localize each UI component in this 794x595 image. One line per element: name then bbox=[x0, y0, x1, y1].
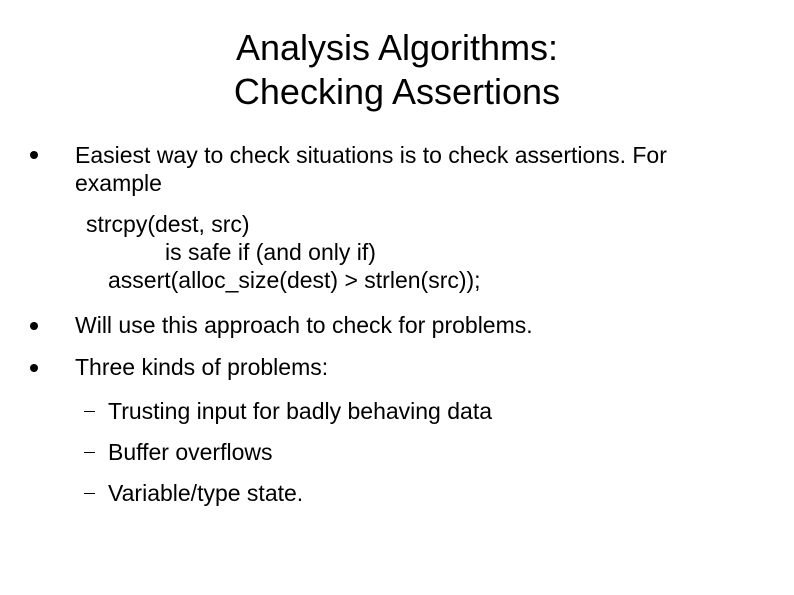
code-line-1: strcpy(dest, src) bbox=[86, 211, 250, 237]
title-line-2: Checking Assertions bbox=[233, 71, 561, 112]
slide-title bbox=[0, 26, 794, 114]
title-line-1: Analysis Algorithms: bbox=[235, 27, 559, 68]
bullet-3-text: Three kinds of problems: bbox=[75, 354, 329, 380]
subitem-2: Buffer overflows bbox=[108, 439, 273, 465]
bullet-dot-3 bbox=[30, 364, 38, 372]
bullet-dot-2 bbox=[30, 322, 38, 330]
sub-dash-3 bbox=[84, 493, 95, 494]
code-line-3: assert(alloc_size(dest) > strlen(src)); bbox=[108, 267, 481, 293]
sub-dash-2 bbox=[84, 452, 95, 453]
bullet-dot-1 bbox=[30, 151, 38, 159]
bullet-2-text: Will use this approach to check for problems. bbox=[75, 312, 533, 338]
bullet-1-line-2: example bbox=[75, 170, 162, 196]
code-line-2: is safe if (and only if) bbox=[165, 239, 376, 265]
sub-dash-1 bbox=[84, 411, 95, 412]
subitem-1: Trusting input for badly behaving data bbox=[108, 398, 493, 424]
bullet-1-line-1: Easiest way to check situations is to check assertions. For bbox=[75, 142, 667, 168]
subitem-3: Variable/type state. bbox=[108, 480, 304, 506]
